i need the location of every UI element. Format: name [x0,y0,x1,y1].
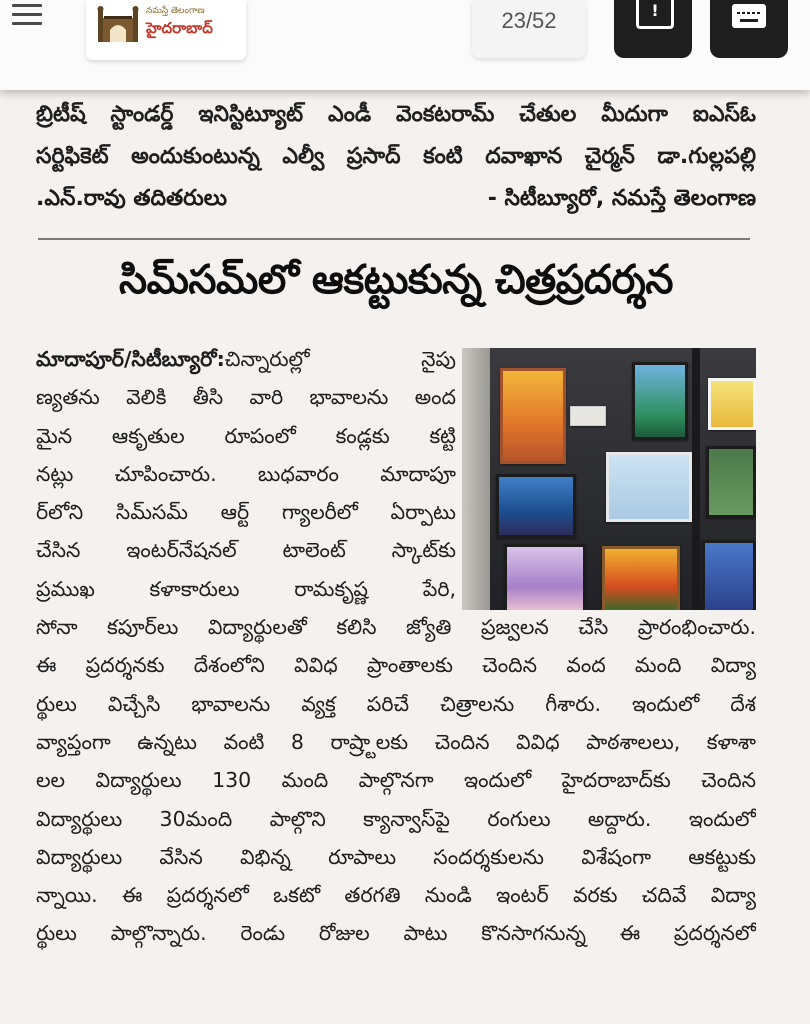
body-line: మైన ఆకృతుల రూపంలో కండ్లకు కట్టి [36,423,456,448]
body-line: వ్యాప్తంగా ఉన్నటు వంటి 8 రాష్ర్టాలకు చెందిన వివిధ పాఠశాలలు, కళాశా [36,729,756,754]
painting-seascape [496,474,576,538]
body-line: ర్థులు పాల్గొన్నారు. రెండు రోజుల పాటు కొనసాగనున్న ఈ ప్రదర్శనలో [36,921,756,946]
body-line: లల విద్యార్థులు 130 మంది పాల్గొనగా ఇందులో హైదరాబాద్‌కు చెందిన [36,768,756,793]
gallery-wall-panel [462,348,490,610]
page-counter: 23/52 [472,0,586,58]
body-line: ణ్యతను వెలికి తీసి వారి భావాలను అంద [36,385,456,410]
body-line: విద్యార్థులు వేసిన విభిన్న రూపాలు సందర్శకులను విశేషంగా ఆకట్టుకు [36,844,756,869]
display-board-edge [692,348,700,610]
art-exhibition-photo [462,348,756,610]
info-button[interactable] [614,0,692,58]
painting-waterfall [632,362,688,440]
keyboard-icon [732,4,766,28]
caption-names: .ఎన్.రావు తదితరులు [36,186,227,211]
photo-caption [36,94,756,220]
caption-line: బ్రిటీష్ స్టాండర్డ్ ఇనిస్టిట్యూట్ ఎండీ వెంకటరామ్ చేతుల మీదుగా ఐఎస్‌ఓ [36,102,756,127]
app-toolbar [0,0,810,90]
body-line: సోనా కపూర్‌లు విద్యార్థులతో కలిసి జ్యోతి ప్రజ్వలన చేసి ప్రారంభించారు. [36,615,756,640]
body-line: నట్లు చూపించారు. బుధవారం మాదాపూ [36,461,456,486]
painting-green [706,446,756,518]
body-line: చేసిన ఇంటర్‌నేషనల్ టాలెంట్ స్కాట్‌కు [36,538,456,563]
logo-edition-name: హైదరాబాద్ [146,19,213,37]
article-headline: సిమ్‌సమ్‌లో ఆకట్టుకున్న చిత్రప్రదర్శన [119,257,673,303]
hamburger-menu-icon[interactable] [12,4,42,26]
body-line [36,340,456,378]
painting-landscape [602,546,680,610]
caption-line: సర్టిఫికెట్ అందుకుంటున్న ఎల్వీ ప్రసాద్ కంటి దవాఖాన చైర్మన్ డా.గుల్లపల్లి [36,144,756,169]
painting-cityscape [606,452,692,522]
caption-credit: - సిటీబ్యూరో, నమస్తే తెలంగాణ [487,186,756,211]
name-label [570,406,606,426]
painting-portrait [504,544,586,610]
body-line: విద్యార్థులు 30మంది పాల్గొని క్యాన్వాస్‌పై రంగులు అద్దారు. ఇందులో [36,806,756,831]
painting-figures [702,540,756,610]
keyboard-button[interactable] [710,0,788,58]
charminar-icon [94,4,142,46]
newspaper-logo[interactable] [86,0,246,60]
painting-yellow [708,378,756,430]
body-line: ప్రముఖ కళాకారులు రామకృష్ణ పేరి, [36,576,456,601]
section-divider [38,238,750,240]
body-line: ఈ ప్రదర్శనకు దేశంలోని వివిధ ప్రాంతాలకు చెందిన వంద మంది విద్యా [36,653,756,678]
info-icon: ! [636,0,674,29]
caption-line [36,178,756,220]
painting-sunset [500,368,566,464]
body-text: చిన్నారుల్లో నైపు [224,347,456,371]
dateline: మాదాపూర్/సిటీబ్యూరో: [36,347,225,371]
logo-tagline: నమస్తే తెలంగాణ [146,6,205,16]
body-line: ర్‌లోని సిమ్‌సమ్ ఆర్ట్ గ్యాలరీలో ఏర్పాటు [36,500,456,525]
body-line: న్నాయి. ఈ ప్రదర్శనలో ఒకటో తరగతి నుండి ఇంటర్ వరకు చదివే విద్యా [36,883,756,908]
body-line: ర్థులు విచ్చేసి భావాలను వ్యక్త పరిచే చిత్రాలను గీశారు. ఇందులో దేశ [36,691,756,716]
